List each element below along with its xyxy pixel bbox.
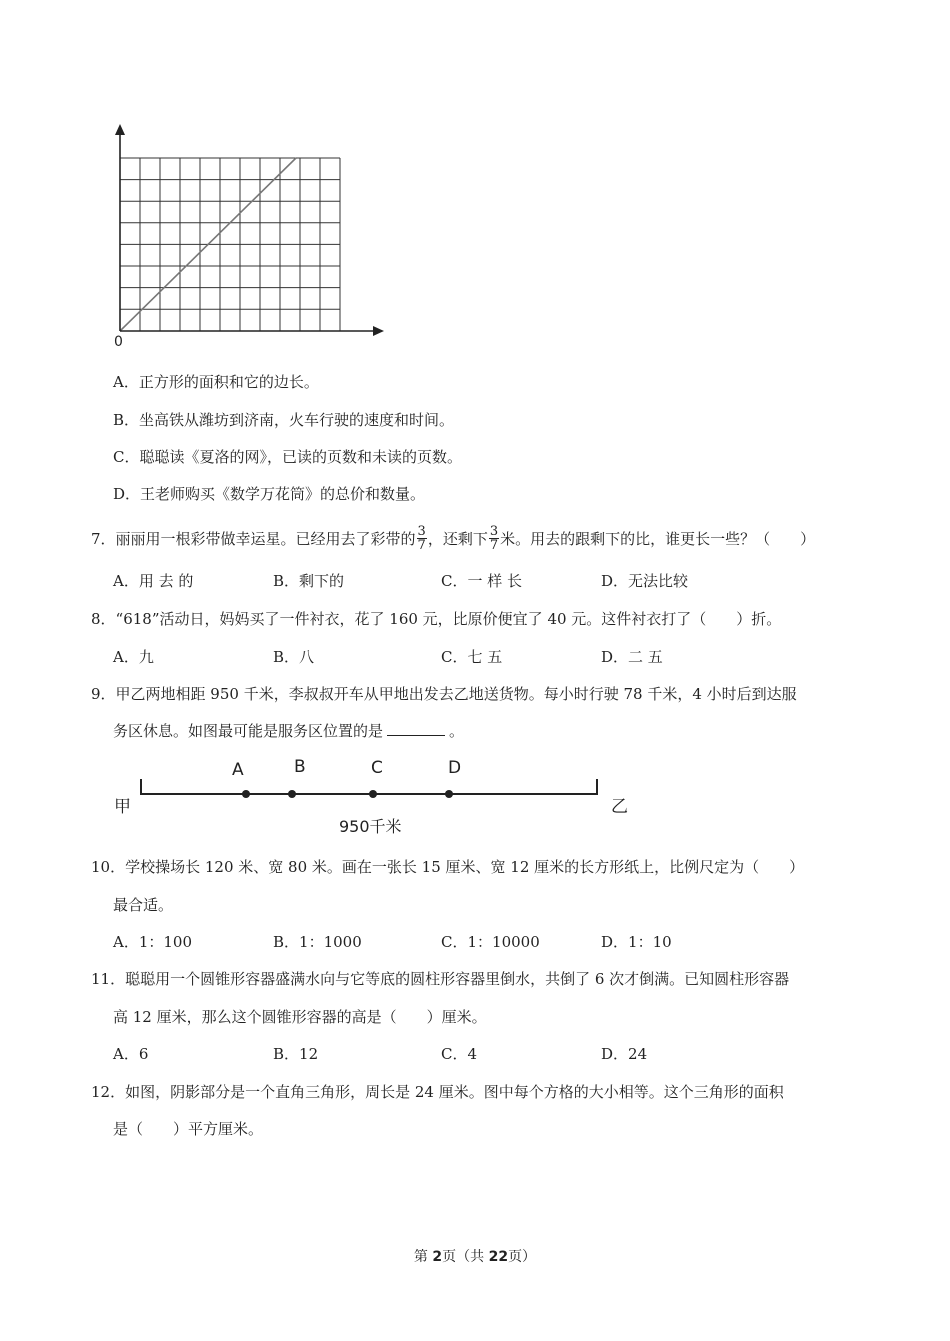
q11-question-line2: 高 12 厘米，那么这个圆锥形容器的高是（ ）厘米。 xyxy=(113,1008,487,1026)
graph-origin-label: 0 xyxy=(114,334,123,350)
q7-option-b: B．剩下的 xyxy=(273,572,345,590)
q9-question-line2 xyxy=(113,720,464,741)
q6-option-a: A．正方形的面积和它的边长。 xyxy=(113,373,319,391)
page-footer xyxy=(0,1246,950,1266)
footer-suffix: 页） xyxy=(508,1249,537,1265)
q9-line2-text: 务区休息。如图最可能是服务区位置的是 xyxy=(113,722,384,740)
q10-question-line2: 最合适。 xyxy=(113,896,174,914)
q9-point-b-label: B xyxy=(294,757,306,777)
q7-fraction-2 xyxy=(489,525,499,552)
q9-point-a-label: A xyxy=(232,760,244,780)
q8-option-b: B．八 xyxy=(273,648,315,666)
q11-option-d: D．24 xyxy=(601,1045,648,1063)
q9-point-d-dot xyxy=(445,790,453,798)
q7-option-d: D．无法比较 xyxy=(601,572,689,590)
q9-figure-start-label: 甲 xyxy=(114,797,131,817)
q9-distance-label: 950千米 xyxy=(339,817,402,836)
q7-question xyxy=(91,520,815,556)
graph-grid xyxy=(120,158,340,331)
q12-question-line2: 是（ ）平方厘米。 xyxy=(113,1120,264,1138)
q10-option-a: A．1：100 xyxy=(113,933,193,951)
q10-option-b: B．1：1000 xyxy=(273,933,362,951)
q9-point-a-dot xyxy=(242,790,250,798)
x-axis-arrow-icon xyxy=(373,326,384,336)
q8-question: 8．“618”活动日，妈妈买了一件衬衣，花了 160 元，比原价便宜了 40 元。这件衬衣打了（ ）折。 xyxy=(91,610,782,628)
q9-point-d-label: D xyxy=(448,758,462,778)
q9-distance-line xyxy=(130,770,610,810)
q7-fraction-1-denominator: 7 xyxy=(417,537,426,553)
footer-page-number: 2 xyxy=(432,1249,443,1265)
q8-option-c: C．七 五 xyxy=(441,648,503,666)
q7-option-c: C．一 样 长 xyxy=(441,572,523,590)
q11-question-line1: 11．聪聪用一个圆锥形容器盛满水向与它等底的圆柱形容器里倒水，共倒了 6 次才倒满。已知圆柱形容器 xyxy=(91,970,790,988)
q6-option-c: C．聪聪读《夏洛的网》，已读的页数和未读的页数。 xyxy=(113,448,462,466)
q7-text-part3: 米。用去的跟剩下的比，谁更长一些？（ ） xyxy=(500,529,816,548)
q10-question-line1: 10．学校操场长 120 米、宽 80 米。画在一张长 15 厘米、宽 12 厘米的长方形纸上，比例尺定为（ ） xyxy=(91,858,805,876)
q6-option-d: D．王老师购买《数学万花筒》的总价和数量。 xyxy=(113,485,426,503)
q9-point-b-dot xyxy=(288,790,296,798)
y-axis-arrow-icon xyxy=(115,124,125,135)
q11-option-b: B．12 xyxy=(273,1045,319,1063)
q11-option-a: A．6 xyxy=(113,1045,149,1063)
q7-fraction-2-numerator: 3 xyxy=(489,523,499,539)
q9-point-c-dot xyxy=(369,790,377,798)
q9-line2-end: 。 xyxy=(449,722,465,740)
q7-text-part2: ，还剩下 xyxy=(427,529,488,548)
q7-fraction-2-denominator: 7 xyxy=(489,537,499,553)
q7-fraction-1 xyxy=(417,525,427,552)
footer-middle: 页（共 xyxy=(442,1249,489,1265)
q9-point-c-label: C xyxy=(371,758,383,778)
q7-text-part1: 7．丽丽用一根彩带做幸运星。已经用去了彩带的 xyxy=(91,529,416,548)
q10-option-d: D．1：10 xyxy=(601,933,672,951)
proportion-graph xyxy=(100,120,400,360)
q10-option-c: C．1：10000 xyxy=(441,933,540,951)
q7-option-a: A．用 去 的 xyxy=(113,572,194,590)
q11-option-c: C．4 xyxy=(441,1045,478,1063)
q12-question-line1: 12．如图，阴影部分是一个直角三角形，周长是 24 厘米。图中每个方格的大小相等。这个三角形的面积 xyxy=(91,1083,784,1101)
q9-question-line1: 9．甲乙两地相距 950 千米，李叔叔开车从甲地出发去乙地送货物。每小时行驶 78 千米，4 小时后到达服 xyxy=(91,685,797,703)
q6-option-b: B．坐高铁从潍坊到济南，火车行驶的速度和时间。 xyxy=(113,411,455,429)
q9-answer-blank[interactable] xyxy=(387,721,445,736)
footer-total-pages: 22 xyxy=(488,1249,509,1265)
footer-prefix: 第 xyxy=(413,1249,433,1265)
q8-option-d: D．二 五 xyxy=(601,648,663,666)
q8-option-a: A．九 xyxy=(113,648,154,666)
q7-fraction-1-numerator: 3 xyxy=(417,523,426,539)
q9-figure-end-label: 乙 xyxy=(611,797,628,817)
